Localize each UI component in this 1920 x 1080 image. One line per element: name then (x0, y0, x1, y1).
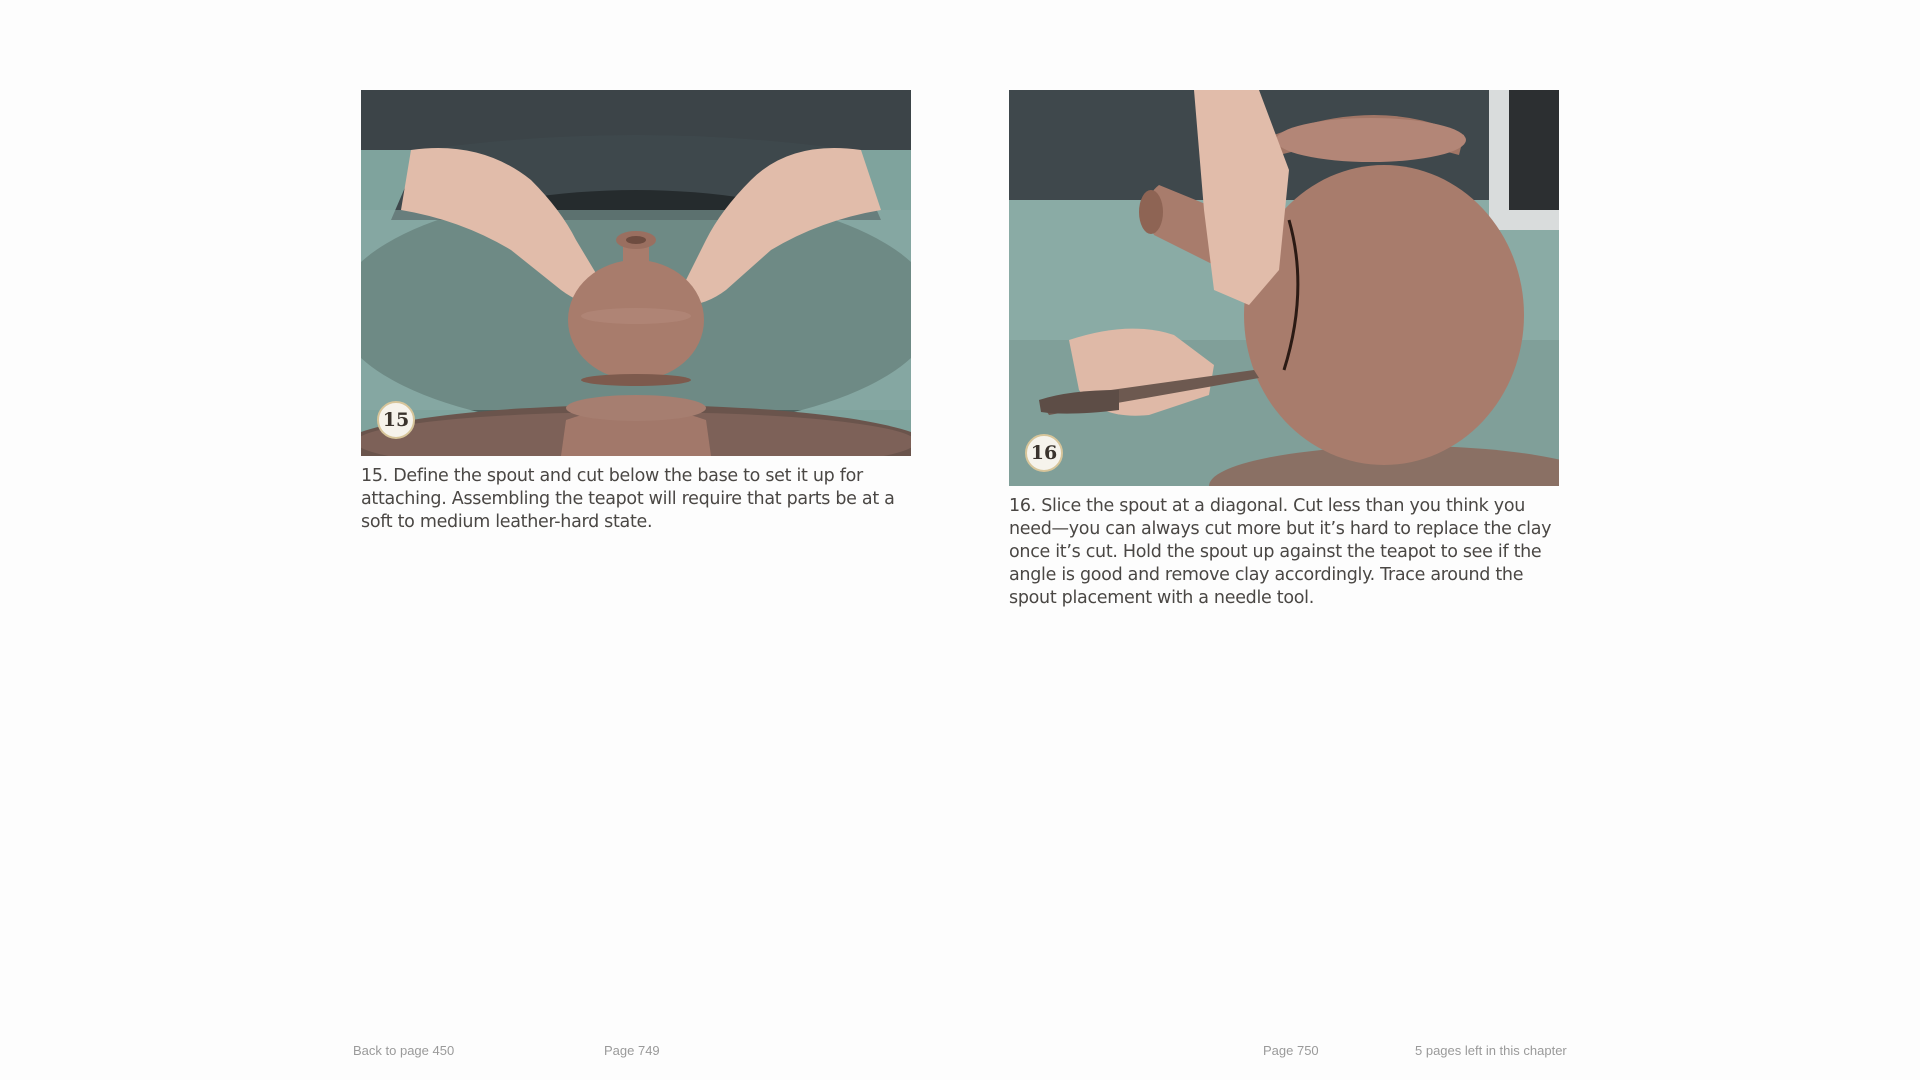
figure-step-15 (361, 90, 911, 534)
step-15-photo (361, 90, 911, 456)
left-page-number: Page 749 (604, 1043, 660, 1058)
step-16-caption: 16. Slice the spout at a diagonal. Cut less than you think you need—you can always cut more but it’s hard to replace the clay once it’s cut. Hold the spout up against the teapot to see if the angle is good and remove clay accordingly. Trace around the spout placement with a needle tool. (1009, 496, 1552, 608)
back-to-page-link[interactable]: Back to page 450 (353, 1043, 455, 1058)
right-page-number: Page 750 (1263, 1043, 1319, 1058)
pages-left-in-chapter: 5 pages left in this chapter (1415, 1043, 1567, 1058)
step-15-caption: 15. Define the spout and cut below the base to set it up for attaching. Assembling the teapot will require that parts be at a soft to medium leather-hard state. (361, 466, 895, 532)
step-16-photo (1009, 90, 1559, 486)
step-15-badge: 15 (377, 401, 415, 439)
step-16-badge: 16 (1025, 434, 1063, 472)
figure-step-16 (1009, 90, 1559, 610)
